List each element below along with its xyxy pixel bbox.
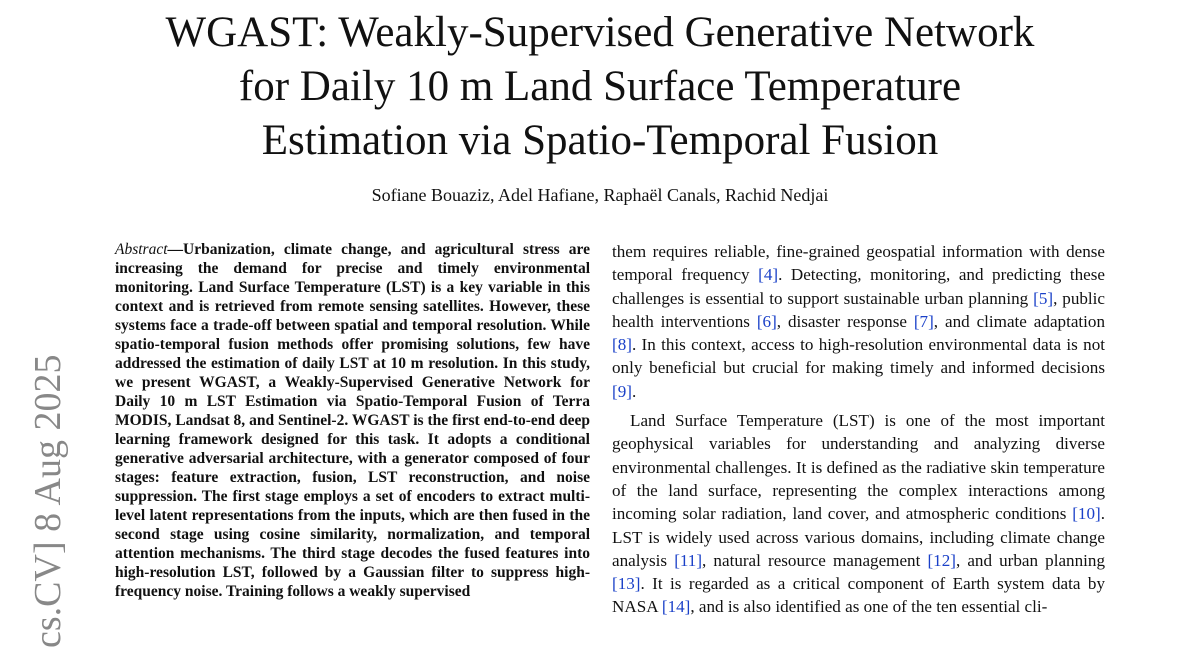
paragraph-text: . It is regarded as a critical component of Earth system data by NASA — [612, 574, 1105, 617]
arxiv-identifier: cs.CV] 8 Aug 2025 — [27, 354, 69, 648]
paragraph-text: . — [631, 381, 637, 401]
paragraph-text: , natural resource management — [702, 550, 928, 570]
citation-link[interactable]: [6] — [756, 311, 777, 331]
intro-paragraph-2 — [612, 409, 1105, 619]
citation-link[interactable]: [11] — [674, 550, 703, 570]
paragraph-text: , and climate adaptation — [933, 311, 1105, 331]
citation-link[interactable]: [8] — [612, 335, 632, 355]
paper-title — [100, 6, 1100, 168]
paragraph-text: , and is also identified as one of the ten essential cli- — [690, 597, 1048, 617]
abstract — [115, 240, 590, 601]
paragraph-text: . LST is widely used across various domains, including climate change analysis — [612, 504, 1105, 570]
paragraph-text: . In this context, access to high-resolution environmental data is not only beneficial but crucial for making timely and informed decisions — [612, 335, 1105, 378]
paragraph-text: , public health interventions — [612, 288, 1105, 331]
abstract-body: —Urbanization, climate change, and agricultural stress are increasing the demand for precise and timely environmental monitoring. Land Surface Temperature (LST) is a key variable in this context and is retrieved from remote sensing satellites. However, these systems face a trade-off between spatial and temporal resolution. While spatio-temporal fusion methods offer promising solutions, few have addressed the estimation of daily LST at 10 m resolution. In this study, we present WGAST, a Weakly-Supervised Generative Network for Daily 10 m LST Estimation via Spatio-Temporal Fusion of Terra MODIS, Landsat 8, and Sentinel-2. WGAST is the first end-to-end deep learning framework designed for this task. It adopts a conditional generative adversarial architecture, with a generator composed of four stages: feature extraction, fusion, LST reconstruction, and noise suppression. The first stage employs a set of encoders to extract multi-level latent representations from the inputs, which are then fused in the second stage using cosine similarity, normalization, and temporal attention mechanisms. The third stage decodes the fused features into high-resolution LST, followed by a Gaussian filter to suppress high-frequency noise. Training follows a weakly supervised — [115, 241, 590, 600]
paragraph-text: , disaster response — [776, 311, 914, 331]
citation-link[interactable]: [10] — [1072, 504, 1101, 524]
citation-link[interactable]: [12] — [927, 550, 956, 570]
citation-link[interactable]: [14] — [661, 597, 691, 617]
citation-link[interactable]: [13] — [612, 574, 641, 594]
title-line-2: for Daily 10 m Land Surface Temperature — [238, 63, 962, 110]
title-line-3: Estimation via Spatio-Temporal Fusion — [261, 117, 939, 164]
paragraph-text: , and urban planning — [955, 550, 1105, 570]
citation-link[interactable]: [7] — [913, 311, 934, 331]
citation-link[interactable]: [4] — [758, 265, 779, 285]
paragraph-text: . Detecting, monitoring, and predicting these challenges is essential to support sustainable urban planning — [612, 265, 1105, 308]
title-line-1: WGAST: Weakly-Supervised Generative Network — [165, 9, 1035, 56]
introduction-column — [612, 240, 1105, 619]
citation-link[interactable]: [5] — [1033, 288, 1054, 308]
author-list: Sofiane Bouaziz, Adel Hafiane, Raphaël Canals, Rachid Nedjai — [371, 185, 829, 205]
abstract-label: Abstract — [115, 241, 168, 258]
intro-paragraph-1 — [612, 240, 1105, 403]
citation-link[interactable]: [9] — [612, 381, 632, 401]
paragraph-text: Land Surface Temperature (LST) is one of the most important geophysical variables for understanding and analyzing diverse environmental challenges. It is defined as the radiative skin temperature of the land surface, representing the complex interactions among incoming solar radiation, land cover, and atmospheric conditions — [612, 411, 1105, 524]
paragraph-text: them requires reliable, fine-grained geospatial information with dense temporal frequency — [612, 242, 1105, 285]
